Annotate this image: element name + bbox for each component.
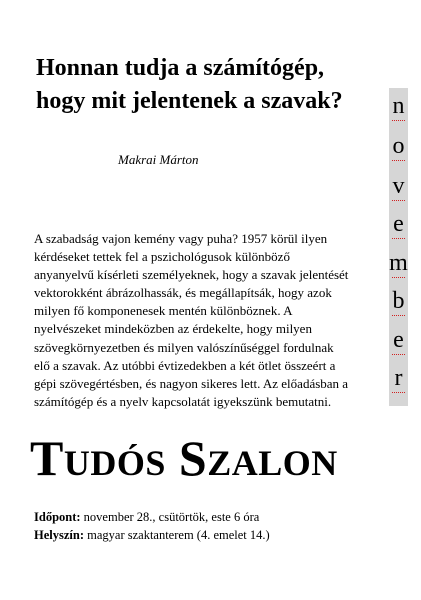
month-letter: r xyxy=(389,366,408,390)
place-row xyxy=(34,526,270,544)
event-word1-initial: T xyxy=(30,430,64,486)
abstract-paragraph xyxy=(34,230,386,411)
month-letter: e xyxy=(393,327,404,353)
abstract-line: gépi szövegértésben, és nagyon sikeres lett. Az előadásban a xyxy=(34,375,349,391)
event-word1-rest: UDÓS xyxy=(63,443,166,483)
month-letter: n xyxy=(392,93,405,119)
event-word2-initial: S xyxy=(178,430,208,486)
month-letter: o xyxy=(392,133,405,159)
abstract-line: milyen fő komponenesek mentén különböznek. A xyxy=(34,303,293,319)
talk-title xyxy=(36,52,396,118)
month-letter: e xyxy=(393,211,404,237)
event-series-title xyxy=(30,428,338,493)
abstract-line: anyanyelvű kísérleti személyeknek, hogy a szavak jelentését xyxy=(34,267,349,283)
abstract-line: nyelvészeket mindeközben az érdekelte, hogy milyen xyxy=(34,321,312,337)
time-row xyxy=(34,508,270,526)
place-value: magyar szaktanterem (4. emelet 14.) xyxy=(84,528,270,542)
month-letter: v xyxy=(392,173,405,199)
month-vertical-banner xyxy=(389,88,408,406)
abstract-line: vektorokként ábrázolhassák, és megállapítsák, hogy azok xyxy=(34,285,332,301)
title-line-1: Honnan tudja a számítógép, xyxy=(36,55,325,81)
abstract-line: A szabadság vajon kemény vagy puha? 1957 körül ilyen xyxy=(34,231,328,246)
time-label: Időpont: xyxy=(34,510,81,524)
place-label: Helyszín: xyxy=(34,528,84,542)
title-line-2: hogy mit jelentenek a szavak? xyxy=(36,88,343,114)
event-details xyxy=(34,508,270,544)
abstract-line: elő a szavak. Az utóbbi évtizedekben a két ötlet összeért a xyxy=(34,357,336,373)
month-letter: b xyxy=(392,288,405,314)
author-name: Makrai Márton xyxy=(118,152,199,167)
event-word2-rest: ZALON xyxy=(207,443,338,483)
abstract-line: szövegkörnyezetben és milyen valószínűséggel fordulnak xyxy=(34,339,334,355)
time-value: november 28., csütörtök, este 6 óra xyxy=(80,510,260,524)
month-letter: m xyxy=(389,250,408,276)
abstract-line: számítógép és a nyelv kapcsolatát igyekszünk bemutatni. xyxy=(34,393,332,409)
abstract-line: kérdéseket tettek fel a pszichológusok különböző xyxy=(34,249,290,265)
